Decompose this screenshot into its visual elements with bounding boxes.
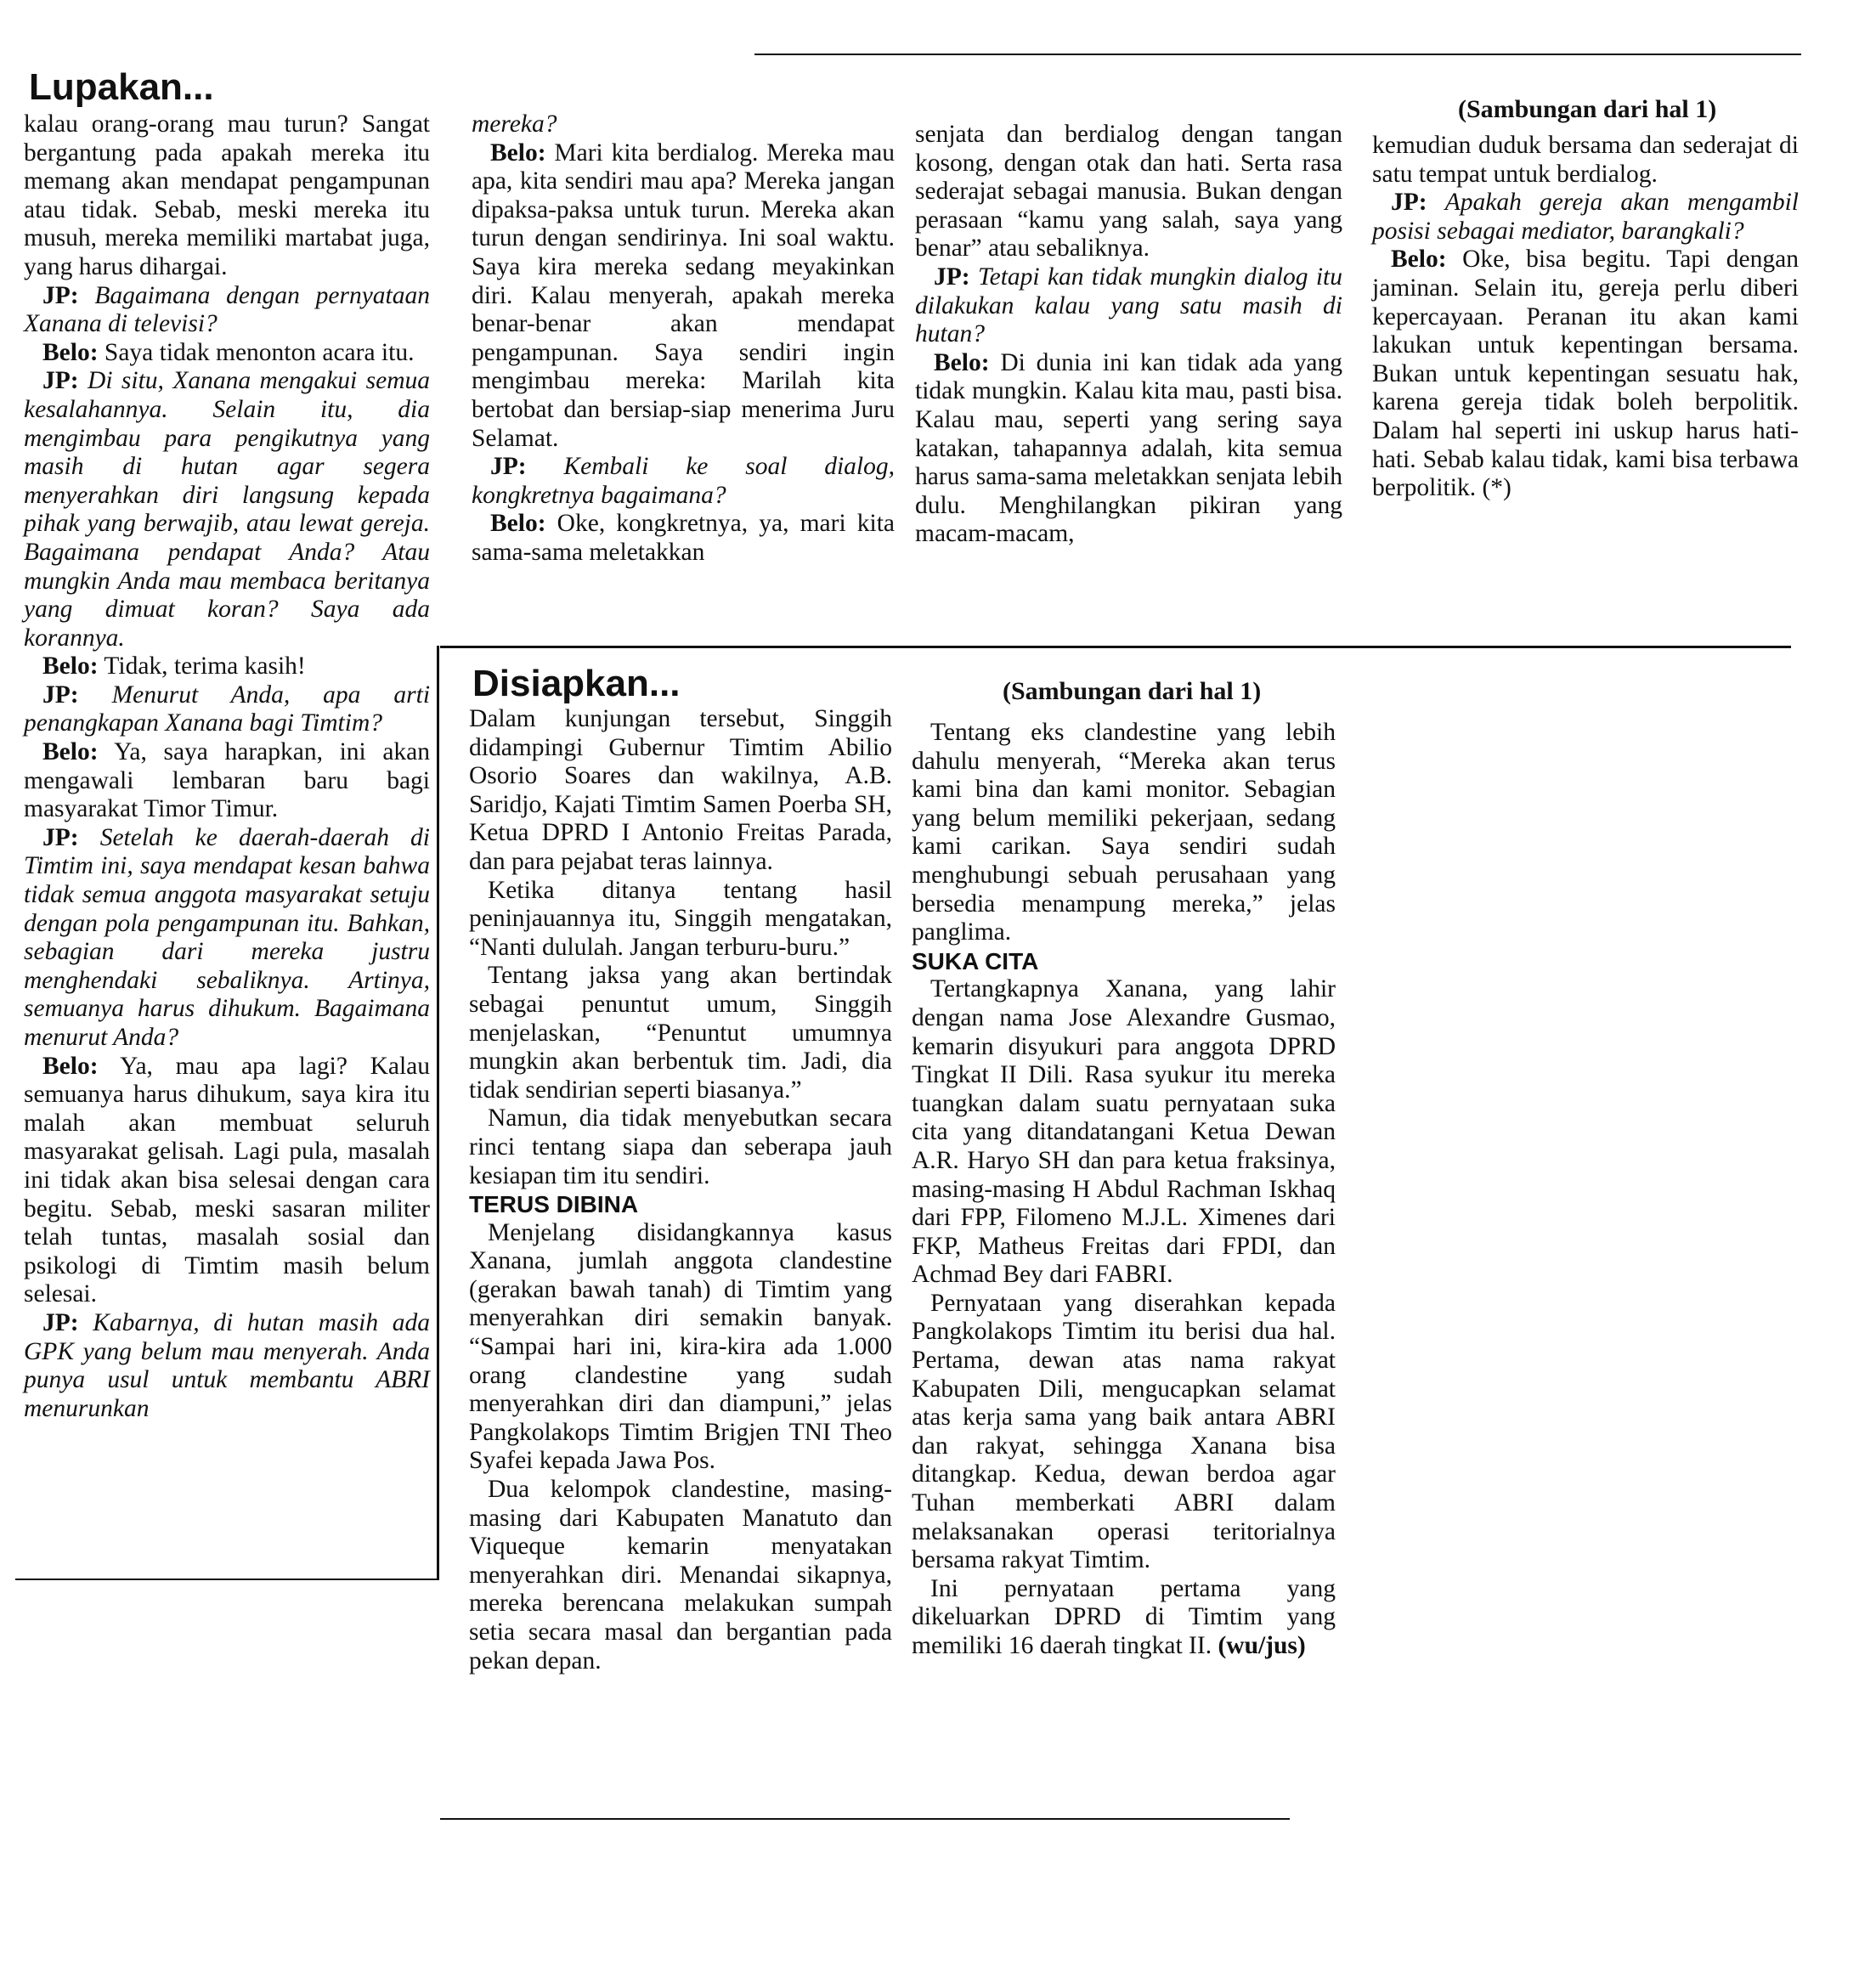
paragraph-text: Tidak, terima kasih! [104,652,306,681]
paragraph-text: Menjelang disidangkannya kasus Xanana, jumlah anggota clandestine (gerakan bawah tanah) di Timtim yang menyerahkan diri semakin banyak. “Sampai hari ini, kira-kira ada 1.000 orang clandestine yang sudah menyerahkan diri dan diampuni,” jelas Pangkolakops Timtim Brigjen TNI Theo Syafei kepada Jawa Pos. [469,1218,892,1475]
author-initials: (wu/jus) [1218,1632,1306,1659]
paragraph-text: Oke, kongkretnya, ya, mari kita sama-sama meletakkan [472,510,896,566]
article1-column-3 [915,121,1342,549]
speaker-label: Belo: [42,1052,99,1080]
paragraph-text: Bagaimana dengan pernyataan Xanana di televisi? [24,281,431,338]
paragraph-text: Mari kita berdialog. Mereka mau apa, kita sendiri mau apa? Mereka jangan dipaksa-paksa untuk turun. Mereka akan turun dengan sendirinya. Ini soal waktu. Saya kira mereka sedang meyakinkan diri. Kalau menyerah, apakah mereka benar-benar akan mendapat pengampunan. Saya sendiri ingin mengimbau mereka: Marilah kita bertobat dan bersiap-siap menerima Juru Selamat. [472,138,895,452]
article1-title: Lupakan... [29,66,214,108]
article1-column-1 [24,110,430,1423]
paragraph-text: Di situ, Xanana mengakui semua kesalahannya. Selain itu, dia mengimbau para pengikutnya yang masih di hutan agar segera menyerahkan diri langsung kepada pihak yang berwajib, atau lewat gereja. Bagaimana pendapat Anda? Atau mungkin Anda mau membaca beritanya yang dimuat koran? Saya ada korannya. [24,367,430,652]
paragraph-text: Di dunia ini kan tidak ada yang tidak mungkin. Kalau kita mau, pasti bisa. Kalau mau, seperti yang sering saya katakan, tahapannya adalah, kita semua harus sama-sama meletakkan senjata lebih dulu. Menghilangkan pikiran yang macam-macam, [915,348,1343,548]
speaker-label: Belo: [490,138,546,167]
paragraph-text: Dalam kunjungan tersebut, Singgih didampingi Gubernur Timtim Abilio Osorio Soares dan wakilnya, A.B. Saridjo, Kajati Timtim Samen Poerba SH, Ketua DPRD I Antonio Freitas Parada, dan para pejabat teras lainnya. [469,705,892,875]
speaker-label: JP: [42,1308,79,1336]
paragraph-text: mereka? [472,110,557,138]
paragraph-text: Namun, dia tidak menyebutkan secara rinci tentang siapa dan seberapa jauh kesiapan tim itu sendiri. [469,1104,892,1189]
paragraph-text: kalau orang-orang mau turun? Sangat bergantung pada apakah mereka itu memang akan mendapat pengampunan atau tidak. Sebab, meski mereka itu musuh, mereka memiliki martabat juga, yang harus dihargai. [24,110,430,280]
paragraph-text: Tetapi kan tidak mungkin dialog itu dilakukan kalau yang satu masih di hutan? [915,263,1342,348]
paragraph [472,139,895,454]
paragraph [915,263,1342,349]
paragraph [24,110,430,282]
paragraph-text: Tentang eks clandestine yang lebih dahulu menyerah, “Mereka akan terus kami bina dan kami monitor. Sebagian yang belum memiliki pekerjaan, sedang kami carikan. Saya sendiri sudah menghubungi sebuah perusahaan yang bersedia menampung mereka,” jelas panglima. [912,719,1336,946]
paragraph [24,1309,430,1423]
paragraph [912,1290,1336,1575]
paragraph [469,877,892,963]
paragraph [24,282,430,339]
paragraph [912,719,1336,947]
paragraph [1372,246,1799,502]
paragraph-text: Kabarnya, di hutan masih ada GPK yang belum mau menyerah. Anda punya usul untuk membantu ABRI menurunkan [24,1308,431,1422]
column-divider-left [437,646,439,1580]
paragraph-text: Tertangkapnya Xanana, yang lahir dengan nama Jose Alexandre Gusmao, kemarin disyukuri para anggota DPRD Tingkat II Dili. Rasa syukur itu mereka tuangkan dalam suatu pernyataan suka cita yang ditandatangani Ketua Dewan A.R. Haryo SH dan para ketua fraksinya, masing-masing H Abdul Rachman Iskhaq dari FPP, Filomeno M.J.L. Ximenes dari FKP, Matheus Freitas dari FPDI, dan Achmad Bey dari FABRI. [912,975,1336,1289]
article1-column-2 [472,110,895,568]
paragraph-text: Ini pernyataan pertama yang dikeluarkan DPRD di Timtim yang memiliki 16 daerah tingkat II. [912,1574,1336,1659]
article2-continuation: (Sambungan dari hal 1) [1003,677,1262,705]
article2-title: Disiapkan... [472,663,681,704]
paragraph [24,738,430,824]
top-rule [754,54,1801,55]
subheading: TERUS DIBINA [469,1191,639,1218]
article2-column-2 [912,719,1336,1661]
paragraph [469,705,892,877]
speaker-label: Belo: [490,510,546,538]
paragraph [915,121,1342,263]
speaker-label: JP: [42,367,79,395]
paragraph-text: Menurut Anda, apa arti penangkapan Xanana bagi Timtim? [24,681,431,737]
paragraph [472,110,895,139]
paragraph [24,1053,430,1309]
paragraph-text: senjata dan berdialog dengan tangan kosong, dengan otak dan hati. Serta rasa sederajat sebagai manusia. Bukan dengan perasaan “kamu yang salah, saya yang benar” atau sebaliknya. [915,121,1342,263]
paragraph [1372,132,1799,189]
subheading: SUKA CITA [912,947,1039,974]
paragraph [1372,189,1799,246]
speaker-label: JP: [1391,189,1427,217]
speaker-label: JP: [934,263,970,291]
article1-column-4 [1372,132,1799,503]
article1-bottom-rule [440,646,1791,648]
paragraph [912,975,1336,1290]
speaker-label: Belo: [1391,246,1447,274]
paragraph [24,367,430,652]
speaker-label: JP: [42,281,79,309]
paragraph [912,1575,1336,1661]
paragraph-text: Ketika ditanya tentang hasil peninjauannya itu, Singgih mengatakan, “Nanti dululah. Jangan terburu-buru.” [469,876,892,961]
paragraph-text: Pernyataan yang diserahkan kepada Pangkolakops Timtim itu berisi dua hal. Pertama, dewan atas nama rakyat Kabupaten Dili, mengucapkan selamat atas kerja sama yang baik antara ABRI dan rakyat, sehingga Xanana bisa ditangkap. Kedua, dewan berdoa agar Tuhan memberkati ABRI dalam melaksanakan operasi teritorialnya bersama rakyat Timtim. [912,1289,1336,1574]
paragraph-text: Dua kelompok clandestine, masing-masing dari Kabupaten Manatuto dan Viqueque kemarin menyatakan menyerahkan diri. Menandai sikapnya, mereka berencana melakukan sumpah setia secara masal dan bergantian pada pekan depan. [469,1476,892,1675]
paragraph [24,681,430,738]
speaker-label: JP: [490,453,527,481]
paragraph [24,339,430,368]
paragraph [472,510,895,567]
article1-continuation: (Sambungan dari hal 1) [1458,95,1717,123]
paragraph-text: Tentang jaksa yang akan bertindak sebagai penuntut umum, Singgih menjelaskan, “Penuntut umumnya mungkin akan berbentuk tim. Jadi, dia tidak sendirian seperti biasanya.” [469,962,892,1104]
paragraph-text: Ya, saya harapkan, ini akan mengawali lembaran baru bagi masyarakat Timor Timur. [24,738,431,823]
speaker-label: JP: [42,823,79,851]
paragraph-text: Oke, bisa begitu. Tapi dengan jaminan. Selain itu, gereja perlu diberi kepercayaan. Peranan itu akan kami lakukan untuk kepentingan bersama. Bukan untuk kepentingan sesuatu hak, karena gereja tidak boleh berpolitik. Dalam hal seperti ini uskup harus hati-hati. Sebab kalau tidak, kami bisa terbawa berpolitik. (*) [1372,246,1799,502]
speaker-label: Belo: [42,652,99,681]
article2-bottom-rule [440,1818,1290,1820]
paragraph [472,453,895,510]
paragraph-text: Setelah ke daerah-daerah di Timtim ini, saya mendapat kesan bahwa tidak semua anggota masyarakat setuju dengan pola pengampunan itu. Bahkan, sebagian dari mereka justru menghendaki sebaliknya. Artinya, semuanya harus dihukum. Bagaimana menurut Anda? [24,823,431,1051]
paragraph [469,1104,892,1190]
paragraph-text: Apakah gereja akan mengambil posisi sebagai mediator, barangkali? [1372,189,1800,245]
speaker-label: Belo: [934,348,990,376]
paragraph [24,652,430,681]
article2-column-1 [469,705,892,1675]
paragraph-text: Kembali ke soal dialog, kongkretnya bagaimana? [472,453,895,509]
paragraph-text: kemudian duduk bersama dan sederajat di satu tempat untuk berdialog. [1372,132,1799,188]
col1-bottom-rule [15,1579,438,1580]
paragraph [469,962,892,1104]
paragraph [469,1219,892,1476]
speaker-label: Belo: [42,738,99,766]
paragraph-text: Ya, mau apa lagi? Kalau semuanya harus dihukum, saya kira itu malah akan membuat seluruh masyarakat gelisah. Lagi pula, masalah ini tidak akan bisa selesai dengan cara begitu. Sebab, meski sasaran militer telah tuntas, masalah sosial dan psikologi di Timtim masih belum selesai. [24,1052,431,1308]
speaker-label: JP: [42,681,79,709]
speaker-label: Belo: [42,338,99,366]
paragraph [24,824,430,1053]
paragraph [915,349,1342,549]
paragraph-text: Saya tidak menonton acara itu. [104,338,415,366]
paragraph [469,1476,892,1675]
